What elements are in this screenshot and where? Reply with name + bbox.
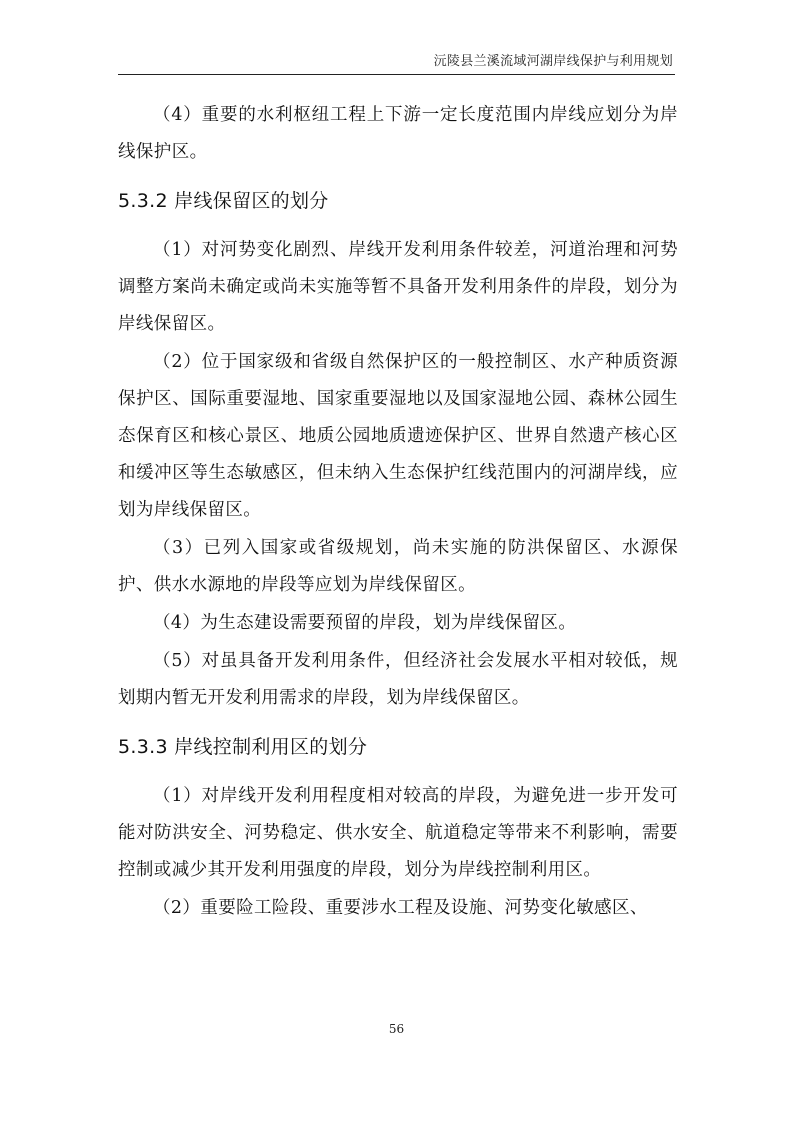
paragraph-reserve-2: （2）位于国家级和省级自然保护区的一般控制区、水产种质资源保护区、国际重要湿地、国家重要湿地以及国家湿地公园、森林公园生态保育区和核心景区、地质公园地质遗迹保护区、世界自然遗产核心区和缓冲区等生态敏感区，但未纳入生态保护红线范围内的河湖岸线，应划为岸线保留区。 — [118, 352, 678, 520]
document-body — [118, 97, 678, 927]
paragraph-reserve-3: （3）已列入国家或省级规划，尚未实施的防洪保留区、水源保护、供水水源地的岸段等应划为岸线保留区。 — [118, 538, 678, 595]
page-header — [118, 48, 675, 75]
paragraph-reserve-4: （4）为生态建设需要预留的岸段，划为岸线保留区。 — [153, 613, 577, 633]
paragraph-reserve-1: （1）对河势变化剧烈、岸线开发利用条件较差，河道治理和河势调整方案尚未确定或尚未实施等暂不具备开发利用条件的岸段，划分为岸线保留区。 — [118, 240, 678, 334]
paragraph-control-1: （1）对岸线开发利用程度相对较高的岸段，为避免进一步开发可能对防洪安全、河势稳定、供水安全、航道稳定等带来不利影响，需要控制或减少其开发利用强度的岸段，划分为岸线控制利用区。 — [118, 786, 678, 880]
header-title: 沅陵县兰溪流域河湖岸线保护与利用规划 — [433, 54, 673, 69]
paragraph-reserve-5: （5）对虽具备开发利用条件，但经济社会发展水平相对较低，规划期内暂无开发利用需求的岸段，划为岸线保留区。 — [118, 651, 678, 708]
paragraph-protection-4: （4）重要的水利枢纽工程上下游一定长度范围内岸线应划分为岸线保护区。 — [118, 105, 678, 162]
section-heading-5-3-3: 5.3.3 岸线控制利用区的划分 — [118, 736, 368, 758]
page-number: 56 — [388, 1022, 405, 1036]
section-heading-5-3-2: 5.3.2 岸线保留区的划分 — [118, 190, 329, 212]
paragraph-control-2: （2）重要险工险段、重要涉水工程及设施、河势变化敏感区、 — [153, 898, 648, 918]
